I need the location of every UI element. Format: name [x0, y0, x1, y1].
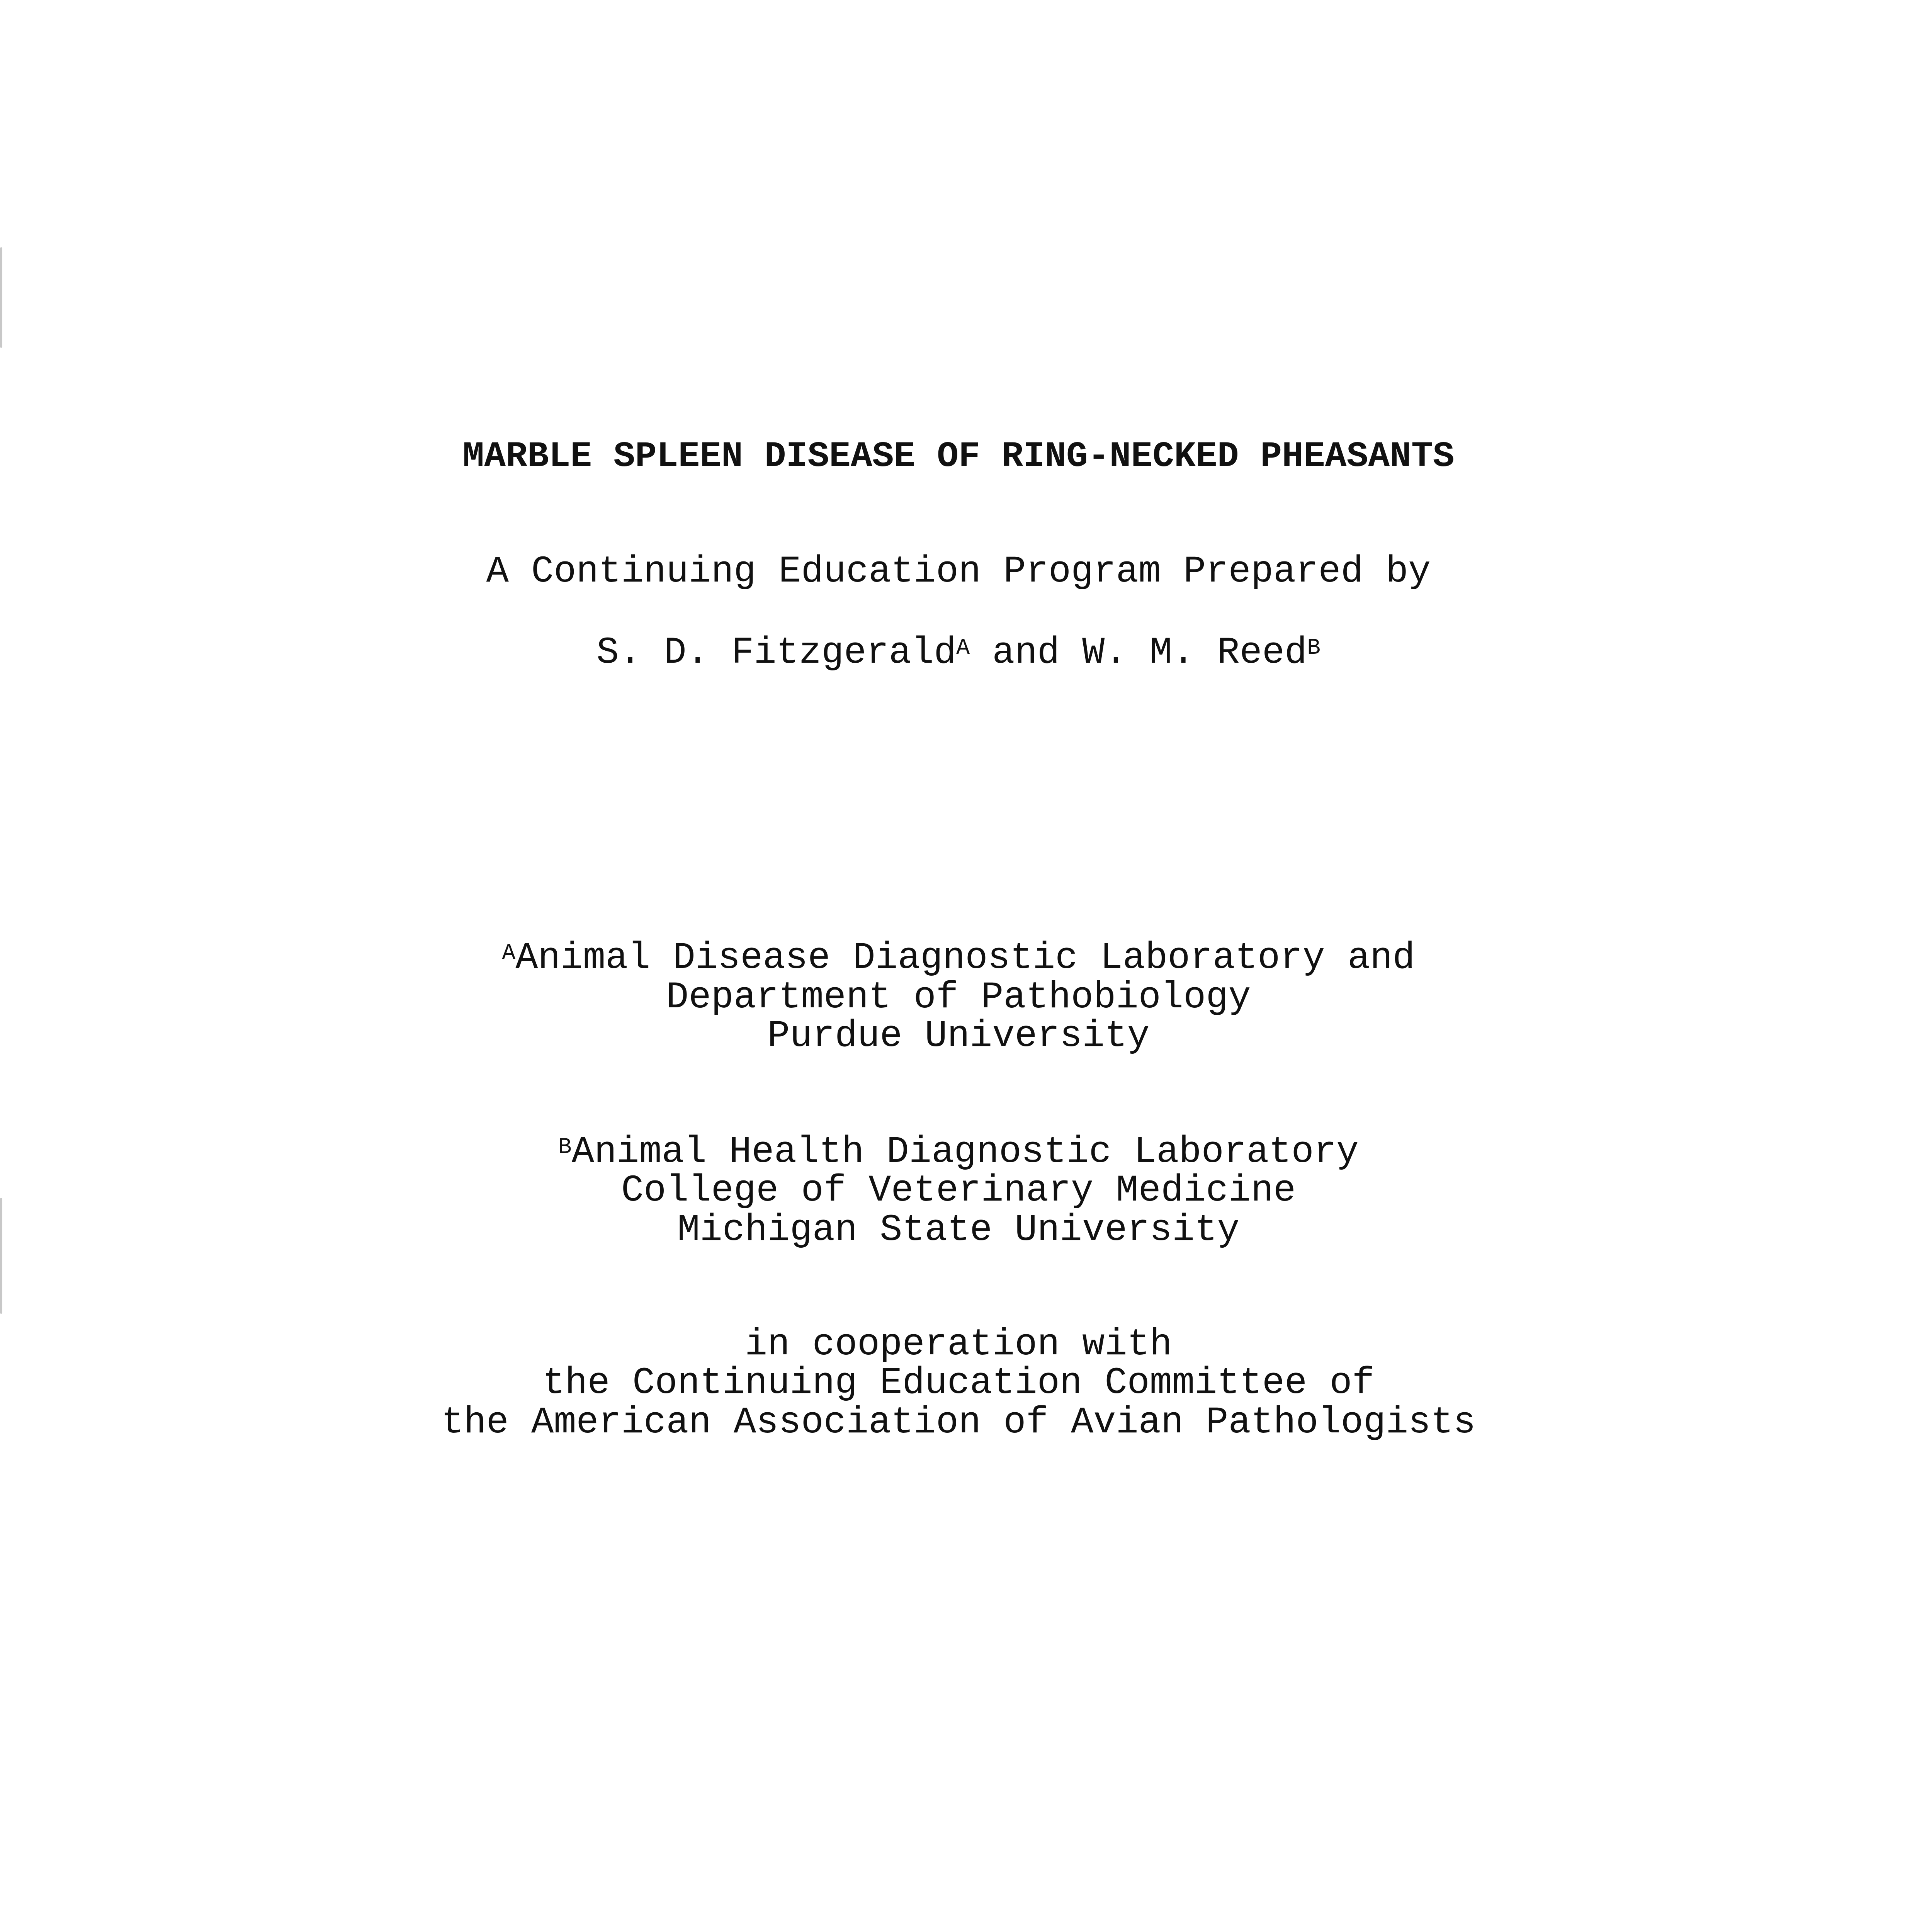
affiliation-b-line-2: College of Veterinary Medicine — [621, 1170, 1296, 1212]
affiliation-b-line-3: Michigan State University — [677, 1209, 1240, 1252]
document-subtitle: A Continuing Education Program Prepared by — [486, 551, 1431, 593]
affiliation-a-line-1 — [0, 939, 1917, 978]
affiliation-a-line-2: Department of Pathobiology — [666, 976, 1251, 1019]
affiliation-a-text-1: Animal Disease Diagnostic Laboratory and — [515, 937, 1415, 980]
affiliation-a-line-3: Purdue University — [767, 1015, 1150, 1058]
cooperation-line-1: in cooperation with — [745, 1323, 1172, 1366]
cooperation-line-2: the Continuing Education Committee of — [542, 1362, 1375, 1405]
author-fitzgerald-affiliation-mark: A — [956, 636, 970, 661]
author-line — [0, 634, 1917, 672]
affiliation-b-text-1: Animal Health Diagnostic Laboratory — [571, 1131, 1359, 1173]
author-conjunction: and — [970, 632, 1083, 674]
scan-artifact — [0, 247, 2, 348]
affiliation-b-line-1 — [0, 1133, 1917, 1172]
author-fitzgerald: S. D. Fitzgerald — [596, 632, 957, 674]
affiliation-a-mark: A — [502, 941, 516, 966]
affiliation-b-mark: B — [558, 1135, 572, 1160]
cooperation-line-3: the American Association of Avian Pathologists — [441, 1401, 1476, 1444]
scan-artifact — [0, 1198, 2, 1314]
author-reed: W. M. Reed — [1082, 632, 1307, 674]
document-title: MARBLE SPLEEN DISEASE OF RING-NECKED PHEASANTS — [462, 436, 1455, 477]
author-reed-affiliation-mark: B — [1307, 636, 1321, 661]
